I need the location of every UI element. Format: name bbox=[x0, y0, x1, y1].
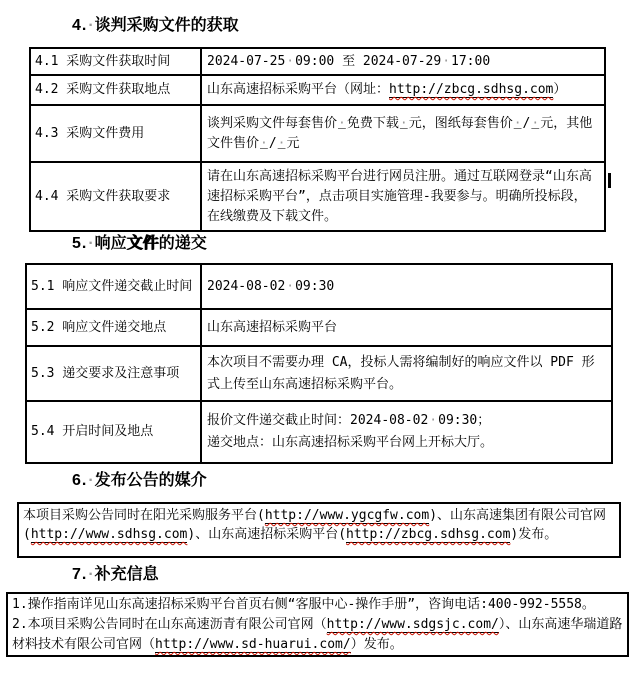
section-6-title: 发布公告的媒介 bbox=[94, 472, 207, 489]
fee-blank-slash: / bbox=[268, 135, 277, 151]
media-text: )、山东高速招标采购平台( bbox=[187, 527, 347, 542]
ygcgfw-url-link[interactable]: http://www.ygcgfw.com bbox=[264, 508, 430, 523]
media-text: )、山东高速集团有限公司官网( bbox=[23, 508, 607, 542]
file-obtain-requirements-value: 请在山东高速招标采购平台进行网员注册。通过互联网登录“山东高速招标采购平台”，点击项目实施管理-我要参与。明确所投标段，在线缴费及下载文件。 bbox=[202, 163, 606, 232]
section-5-title-post: 的递交 bbox=[158, 235, 207, 252]
file-obtain-place-value bbox=[202, 76, 606, 106]
section-6-number: 6. bbox=[72, 472, 88, 489]
response-deadline-value bbox=[202, 265, 613, 310]
media-text: )发布。 bbox=[510, 527, 558, 542]
date-range-joiner: 至 bbox=[334, 53, 363, 69]
section-6-heading bbox=[72, 471, 207, 491]
fee-text: 元，图纸每套售价 bbox=[408, 115, 513, 131]
closing-paren-text: ） bbox=[553, 82, 567, 97]
space-format-mark: · bbox=[260, 135, 268, 151]
quote-deadline-date: 2024-08-02 bbox=[350, 413, 429, 428]
table-row-label: 4.3 采购文件费用 bbox=[31, 106, 202, 163]
table-row-label: 5.3 递交要求及注意事项 bbox=[27, 347, 202, 402]
file-obtain-time-value bbox=[202, 49, 606, 76]
supplement-text: ）、山东高速华瑞道路材料技术有限公司官网（ bbox=[12, 617, 623, 652]
announcement-media-box bbox=[17, 502, 621, 558]
space-format-mark: · bbox=[399, 115, 408, 131]
platform-name-text: 山东高速招标采购平台（网址： bbox=[207, 82, 390, 97]
quote-deadline-label: 报价文件递交截止时间： bbox=[207, 413, 351, 428]
space-format-mark: · bbox=[88, 17, 94, 34]
supplement-text: ）发布。 bbox=[350, 637, 403, 652]
table-row-label: 4.2 采购文件获取地点 bbox=[31, 76, 202, 106]
fee-text: 元，其他文件售价 bbox=[207, 115, 593, 151]
platform-url-link[interactable]: http://zbcg.sdhsg.com bbox=[389, 82, 554, 97]
obtain-start-date: 2024-07-25 bbox=[207, 53, 286, 69]
supplement-text: 2.本项目采购公告同时在山东高速沥青有限公司官网（ bbox=[12, 617, 327, 632]
supplement-line-1: 1.操作指南详见山东高速招标采购平台首页右侧“客服中心-操作手册”，咨询电话:400-992-5558。 bbox=[12, 597, 595, 612]
response-deadline-time: 09:30 bbox=[295, 278, 335, 294]
response-place-value: 山东高速招标采购平台 bbox=[202, 310, 613, 347]
response-deadline-date: 2024-08-02 bbox=[207, 278, 286, 294]
section-4-title: 谈判采购文件的获取 bbox=[94, 17, 239, 34]
media-text: 本项目采购公告同时在阳光采购服务平台( bbox=[23, 508, 265, 523]
obtain-start-time: 09:00 bbox=[295, 53, 335, 69]
section-7-title: 补充信息 bbox=[94, 566, 159, 583]
obtain-end-date: 2024-07-29 bbox=[362, 53, 442, 69]
fee-blank-slash: / bbox=[522, 115, 531, 131]
table-row-label: 5.2 响应文件递交地点 bbox=[27, 310, 202, 347]
submission-place-line: 递交地点：山东高速招标采购平台网上开标大厅。 bbox=[207, 435, 494, 450]
response-file-table bbox=[25, 263, 613, 464]
space-format-mark: · bbox=[442, 53, 451, 69]
fee-blank-free-download: 免费下载 bbox=[346, 115, 399, 131]
zbcg-url-link[interactable]: http://zbcg.sdhsg.com bbox=[346, 527, 511, 542]
table-row-label: 5.4 开启时间及地点 bbox=[27, 402, 202, 464]
section-4-heading bbox=[72, 16, 239, 36]
section-5-number: 5. bbox=[72, 235, 88, 252]
quote-deadline-line bbox=[207, 410, 602, 432]
space-format-mark: · bbox=[286, 278, 295, 294]
supplement-line-2 bbox=[12, 615, 623, 655]
supplementary-info-box bbox=[6, 592, 629, 657]
space-format-mark: · bbox=[88, 566, 94, 583]
table-row-label: 5.1 响应文件递交截止时间 bbox=[27, 265, 202, 310]
section-5-heading bbox=[72, 234, 207, 254]
table-row-label: 4.1 采购文件获取时间 bbox=[31, 49, 202, 76]
table-row-label: 4.4 采购文件获取要求 bbox=[31, 163, 202, 232]
file-fee-value bbox=[202, 106, 606, 163]
fee-text: 谈判采购文件每套售价 bbox=[207, 115, 338, 131]
section-5-title-pre: 响应 bbox=[94, 235, 127, 252]
space-format-mark: · bbox=[338, 115, 346, 131]
procurement-file-table bbox=[29, 47, 606, 232]
sdhsg-url-link[interactable]: http://www.sdhsg.com bbox=[30, 527, 188, 542]
sdgsjc-url-link[interactable]: http://www.sdgsjc.com/ bbox=[326, 617, 499, 632]
space-format-mark: · bbox=[88, 472, 94, 489]
section-4-number: 4. bbox=[72, 17, 88, 34]
section-7-heading bbox=[72, 565, 159, 585]
opening-time-place-value bbox=[202, 402, 613, 464]
fee-text: 元 bbox=[286, 135, 300, 151]
space-format-mark: · bbox=[286, 53, 295, 69]
section-7-number: 7. bbox=[72, 566, 88, 583]
sd-huarui-url-link[interactable]: http://www.sd-huarui.com/ bbox=[155, 637, 351, 652]
submission-requirements-value: 本次项目不需要办理 CA，投标人需将编制好的响应文件以 PDF 形式上传至山东高速招标采购平台。 bbox=[202, 347, 613, 402]
text-cursor bbox=[608, 173, 611, 188]
space-format-mark: · bbox=[277, 135, 286, 151]
obtain-end-time: 17:00 bbox=[451, 53, 491, 69]
space-format-mark: · bbox=[88, 235, 94, 252]
space-format-mark: · bbox=[531, 115, 540, 131]
space-format-mark: · bbox=[513, 115, 522, 131]
section-5-title-emph: 文件 bbox=[126, 235, 159, 252]
space-format-mark: · bbox=[429, 413, 438, 428]
quote-deadline-time: 09:30； bbox=[438, 413, 491, 428]
